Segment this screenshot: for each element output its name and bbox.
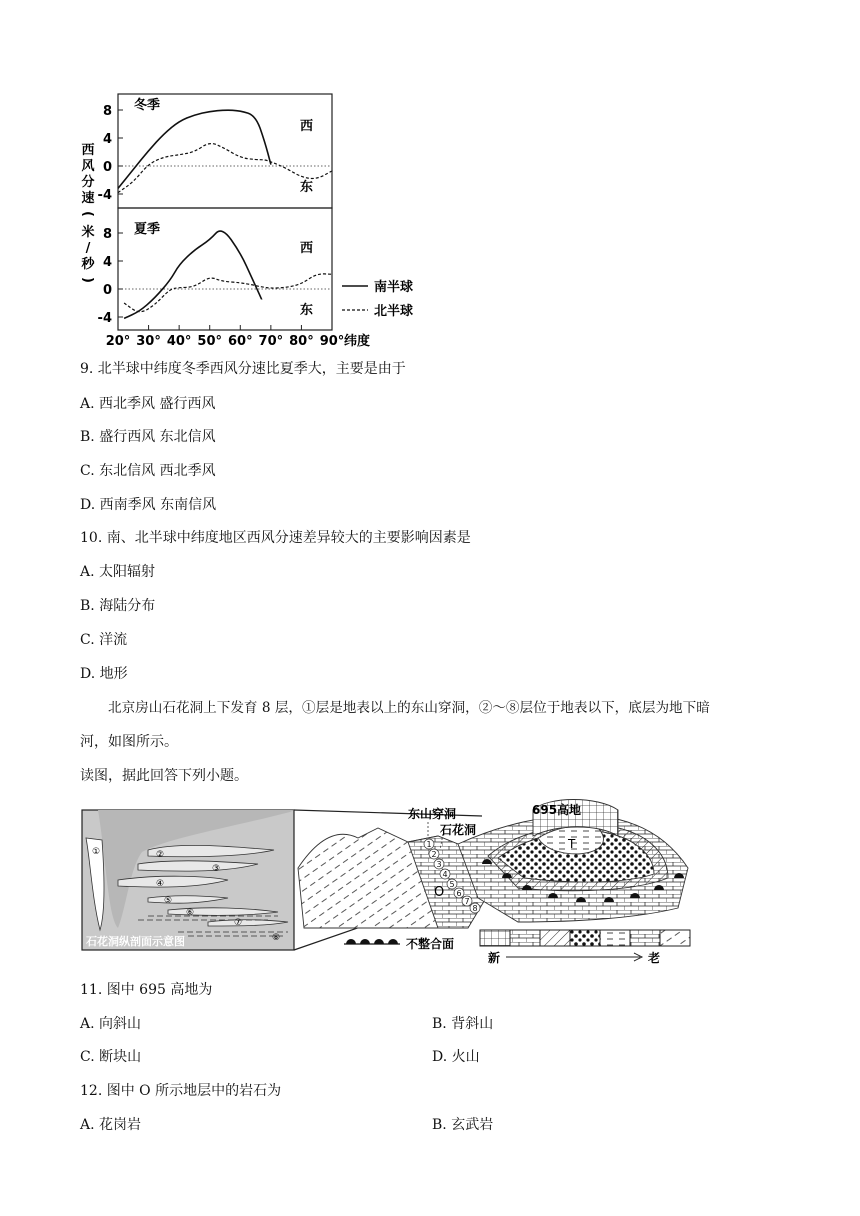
- summer-ytick-0: 0: [102, 283, 112, 298]
- x-tick-label: 20°: [105, 334, 131, 348]
- label-T: T: [568, 837, 576, 851]
- layer-num-1: 1: [426, 840, 432, 849]
- legend-south-label: 南半球: [374, 280, 414, 295]
- winter-ytick-0: 0: [102, 160, 112, 175]
- q9-stem: 9. 北半球中纬度冬季西风分速比夏季大，主要是由于: [80, 361, 406, 377]
- y-axis-label: [80, 142, 95, 283]
- winter-title: 冬季: [134, 98, 161, 113]
- winter-series-south: [118, 110, 271, 188]
- layer-num-7: 7: [464, 897, 470, 906]
- inset-num-5: ⑤: [164, 896, 173, 906]
- y-label-char: 风: [81, 159, 95, 174]
- x-tick-label: 90°: [319, 334, 345, 348]
- q9-option-a[interactable]: A. 西北季风 盛行西风: [80, 396, 216, 412]
- inset-num-7: ⑦: [234, 918, 243, 928]
- winter-east-label: 东: [300, 180, 314, 195]
- x-tick-label: 30°: [136, 334, 161, 348]
- label-695-highland: 695高地: [532, 803, 582, 817]
- label-shihua: 石花洞: [440, 823, 477, 837]
- passage-line-2: 河，如图所示。: [80, 734, 178, 750]
- summer-ytick-neg4: -4: [97, 311, 112, 326]
- summer-series-south: [124, 231, 262, 318]
- q11-option-d[interactable]: D. 火山: [432, 1049, 480, 1065]
- layer-num-8: 8: [472, 904, 478, 913]
- winter-ytick-8: 8: [102, 104, 112, 119]
- y-label-char: 米: [81, 225, 95, 240]
- x-tick-label: 40°: [166, 334, 192, 348]
- layer-num-6: 6: [456, 889, 462, 898]
- summer-ytick-4: 4: [102, 255, 112, 270]
- geologic-cross-section: [298, 800, 688, 929]
- x-tick-label: 50°: [197, 334, 223, 348]
- inset-num-3: ③: [212, 864, 221, 874]
- q10-option-a[interactable]: A. 太阳辐射: [80, 564, 156, 580]
- wind-component-chart: [70, 88, 430, 348]
- legend-unconformity: 不整合面: [406, 937, 455, 951]
- x-tick-label: 60°: [227, 334, 253, 348]
- passage-line-1: 北京房山石花洞上下发育 8 层，①层是地表以上的东山穿洞，②～⑧层位于地表以下，底层为地下暗: [108, 700, 710, 716]
- q12-option-b[interactable]: B. 玄武岩: [432, 1117, 494, 1133]
- inset-num-1: ①: [92, 847, 101, 857]
- layer-num-3: 3: [436, 860, 442, 869]
- winter-west-label: 西: [300, 119, 314, 134]
- summer-title: 夏季: [134, 222, 161, 237]
- q12-option-a[interactable]: A. 花岗岩: [80, 1117, 142, 1133]
- x-axis-unit: 纬度: [344, 334, 371, 348]
- q12-stem: 12. 图中 O 所示地层中的岩石为: [80, 1083, 282, 1099]
- y-label-char: 秒: [81, 257, 95, 272]
- q10-option-d[interactable]: D. 地形: [80, 666, 128, 682]
- x-tick-label: 70°: [258, 334, 284, 348]
- q11-option-b[interactable]: B. 背斜山: [432, 1016, 494, 1032]
- legend-new: 新: [488, 951, 501, 965]
- winter-ytick-neg4: -4: [97, 188, 112, 203]
- layer-num-4: 4: [442, 870, 448, 879]
- q9-option-d[interactable]: D. 西南季风 东南信风: [80, 497, 217, 513]
- q9-option-c[interactable]: C. 东北信风 西北季风: [80, 463, 216, 479]
- layer-num-2: 2: [431, 850, 437, 859]
- label-O: O: [434, 885, 445, 900]
- y-label-char: /: [85, 241, 91, 256]
- x-tick-label: 80°: [289, 334, 314, 348]
- y-label-char: 分: [81, 175, 95, 190]
- layer-num-5: 5: [449, 880, 455, 889]
- q10-stem: 10. 南、北半球中纬度地区西风分速差异较大的主要影响因素是: [80, 530, 471, 546]
- q11-stem: 11. 图中 695 高地为: [80, 982, 213, 998]
- chart-legend: [342, 279, 413, 319]
- cross-section-legend: [344, 930, 690, 965]
- legend-north-label: 北半球: [374, 304, 414, 319]
- legend-old: 老: [648, 951, 661, 965]
- shihua-cave-figure: [78, 798, 698, 970]
- winter-ytick-4: 4: [102, 132, 112, 147]
- cave-profile-inset: [82, 810, 294, 950]
- y-label-char: 西: [81, 143, 95, 158]
- summer-y-ticks: [98, 227, 123, 326]
- y-label-char: 速: [81, 191, 95, 206]
- summer-ytick-8: 8: [102, 227, 112, 242]
- q10-option-c[interactable]: C. 洋流: [80, 632, 128, 648]
- inset-title: 石花洞纵剖面示意图: [86, 935, 185, 948]
- passage-line-3: 读图，据此回答下列小题。: [80, 768, 248, 784]
- inset-num-4: ④: [156, 879, 165, 889]
- y-label-char: ): [80, 277, 95, 283]
- inset-num-8: ⑧: [272, 933, 281, 943]
- label-dongshan: 东山穿洞: [408, 807, 457, 821]
- summer-east-label: 东: [300, 303, 314, 318]
- q11-option-a[interactable]: A. 向斜山: [80, 1016, 142, 1032]
- y-label-char: (: [80, 211, 95, 217]
- x-axis-ticks: [106, 325, 345, 348]
- q10-option-b[interactable]: B. 海陆分布: [80, 598, 156, 614]
- q11-option-c[interactable]: C. 断块山: [80, 1049, 142, 1065]
- q9-option-b[interactable]: B. 盛行西风 东北信风: [80, 429, 216, 445]
- inset-num-2: ②: [156, 850, 165, 860]
- summer-west-label: 西: [300, 241, 314, 256]
- inset-num-6: ⑥: [186, 908, 195, 918]
